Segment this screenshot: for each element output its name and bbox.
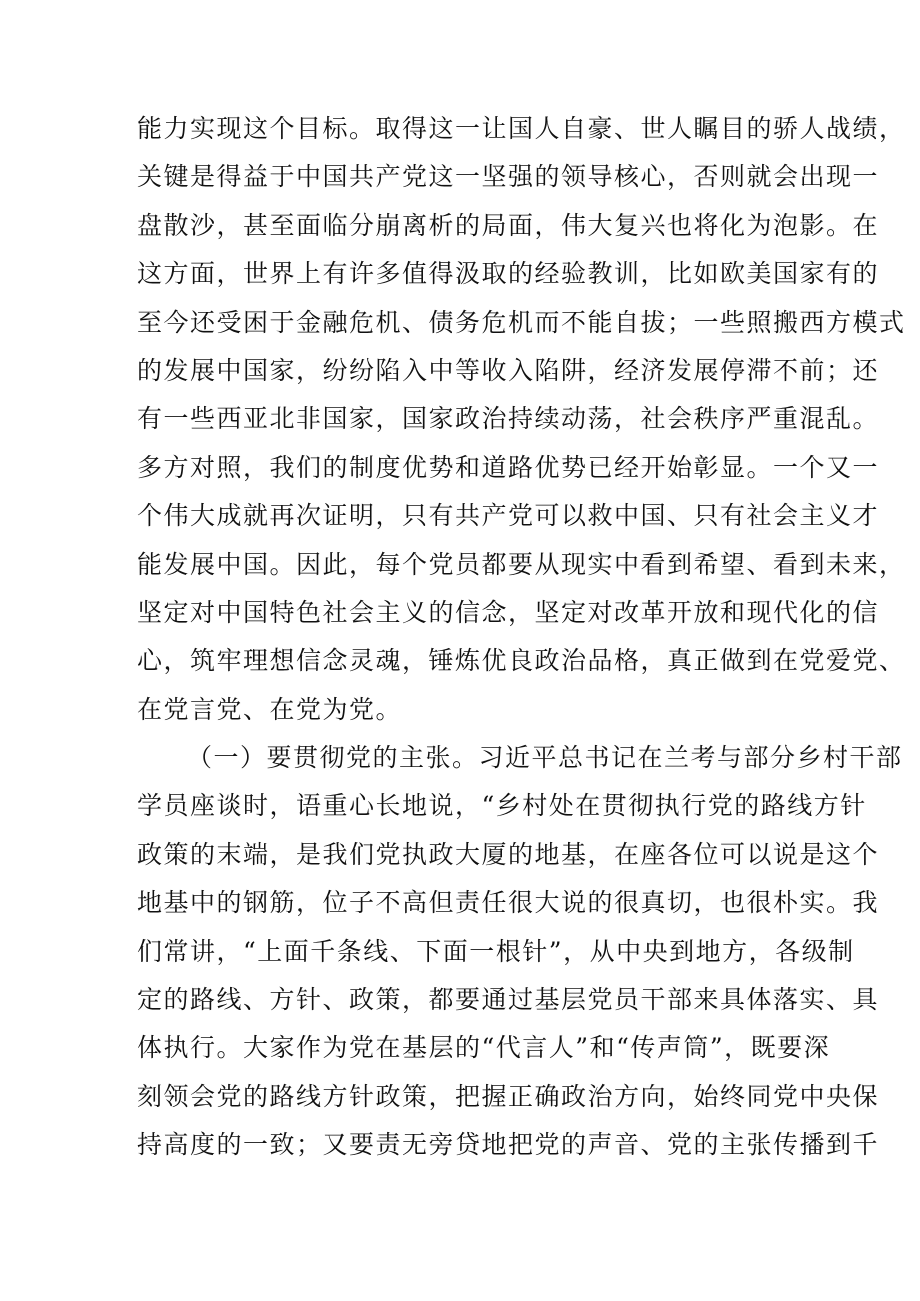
paragraph-line: 关键是得益于中国共产党这一坚强的领导核心，否则就会出现一 xyxy=(137,162,880,192)
paragraph-1 xyxy=(137,105,906,734)
paragraph-2 xyxy=(137,734,903,1170)
paragraph-line: 体执行。大家作为党在基层的“代言人”和“传声筒”，既要深 xyxy=(137,1033,831,1063)
paragraph-line: 刻领会党的路线方针政策，把握正确政治方向，始终同党中央保 xyxy=(137,1081,880,1111)
paragraph-line: 们常讲，“上面千条线、下面一根针”，从中央到地方，各级制 xyxy=(137,936,855,966)
paragraph-line: 政策的末端，是我们党执政大厦的地基，在座各位可以说是这个 xyxy=(137,839,880,869)
paragraph-line: 有一些西亚北非国家，国家政治持续动荡，社会秩序严重混乱。 xyxy=(137,404,880,434)
paragraph-line: 的发展中国家，纷纷陷入中等收入陷阱，经济发展停滞不前；还 xyxy=(137,355,880,385)
paragraph-line: 地基中的钢筋，位子不高但责任很大说的很真切，也很朴实。我 xyxy=(137,888,880,918)
paragraph-line: 个伟大成就再次证明，只有共产党可以救中国、只有社会主义才 xyxy=(137,501,880,531)
paragraph-line: 学员座谈时，语重心长地说，“乡村处在贯彻执行党的路线方针 xyxy=(137,791,867,821)
paragraph-line: 坚定对中国特色社会主义的信念，坚定对改革开放和现代化的信 xyxy=(137,597,880,627)
paragraph-line: 能发展中国。因此，每个党员都要从现实中看到希望、看到未来， xyxy=(137,549,906,579)
document-body xyxy=(137,105,906,1170)
paragraph-line: 在党言党、在党为党。 xyxy=(137,694,403,724)
paragraph-line: 盘散沙，甚至面临分崩离析的局面，伟大复兴也将化为泡影。在 xyxy=(137,210,880,240)
paragraph-line: 多方对照，我们的制度优势和道路优势已经开始彰显。一个又一 xyxy=(137,452,880,482)
paragraph-line: 能力实现这个目标。取得这一让国人自豪、世人瞩目的骄人战绩， xyxy=(137,114,906,143)
paragraph-line: 这方面，世界上有许多值得汲取的经验教训，比如欧美国家有的 xyxy=(137,259,880,289)
paragraph-line: 至今还受困于金融危机、债务危机而不能自拔；一些照搬西方模式 xyxy=(137,307,906,337)
paragraph-line: 心，筑牢理想信念灵魂，锤炼优良政治品格，真正做到在党爱党、 xyxy=(137,646,906,676)
paragraph-line: （一）要贯彻党的主张。习近平总书记在兰考与部分乡村干部 xyxy=(187,743,903,773)
paragraph-line: 定的路线、方针、政策，都要通过基层党员干部来具体落实、具 xyxy=(137,985,880,1015)
paragraph-line: 持高度的一致；又要责无旁贷地把党的声音、党的主张传播到千 xyxy=(137,1130,880,1160)
